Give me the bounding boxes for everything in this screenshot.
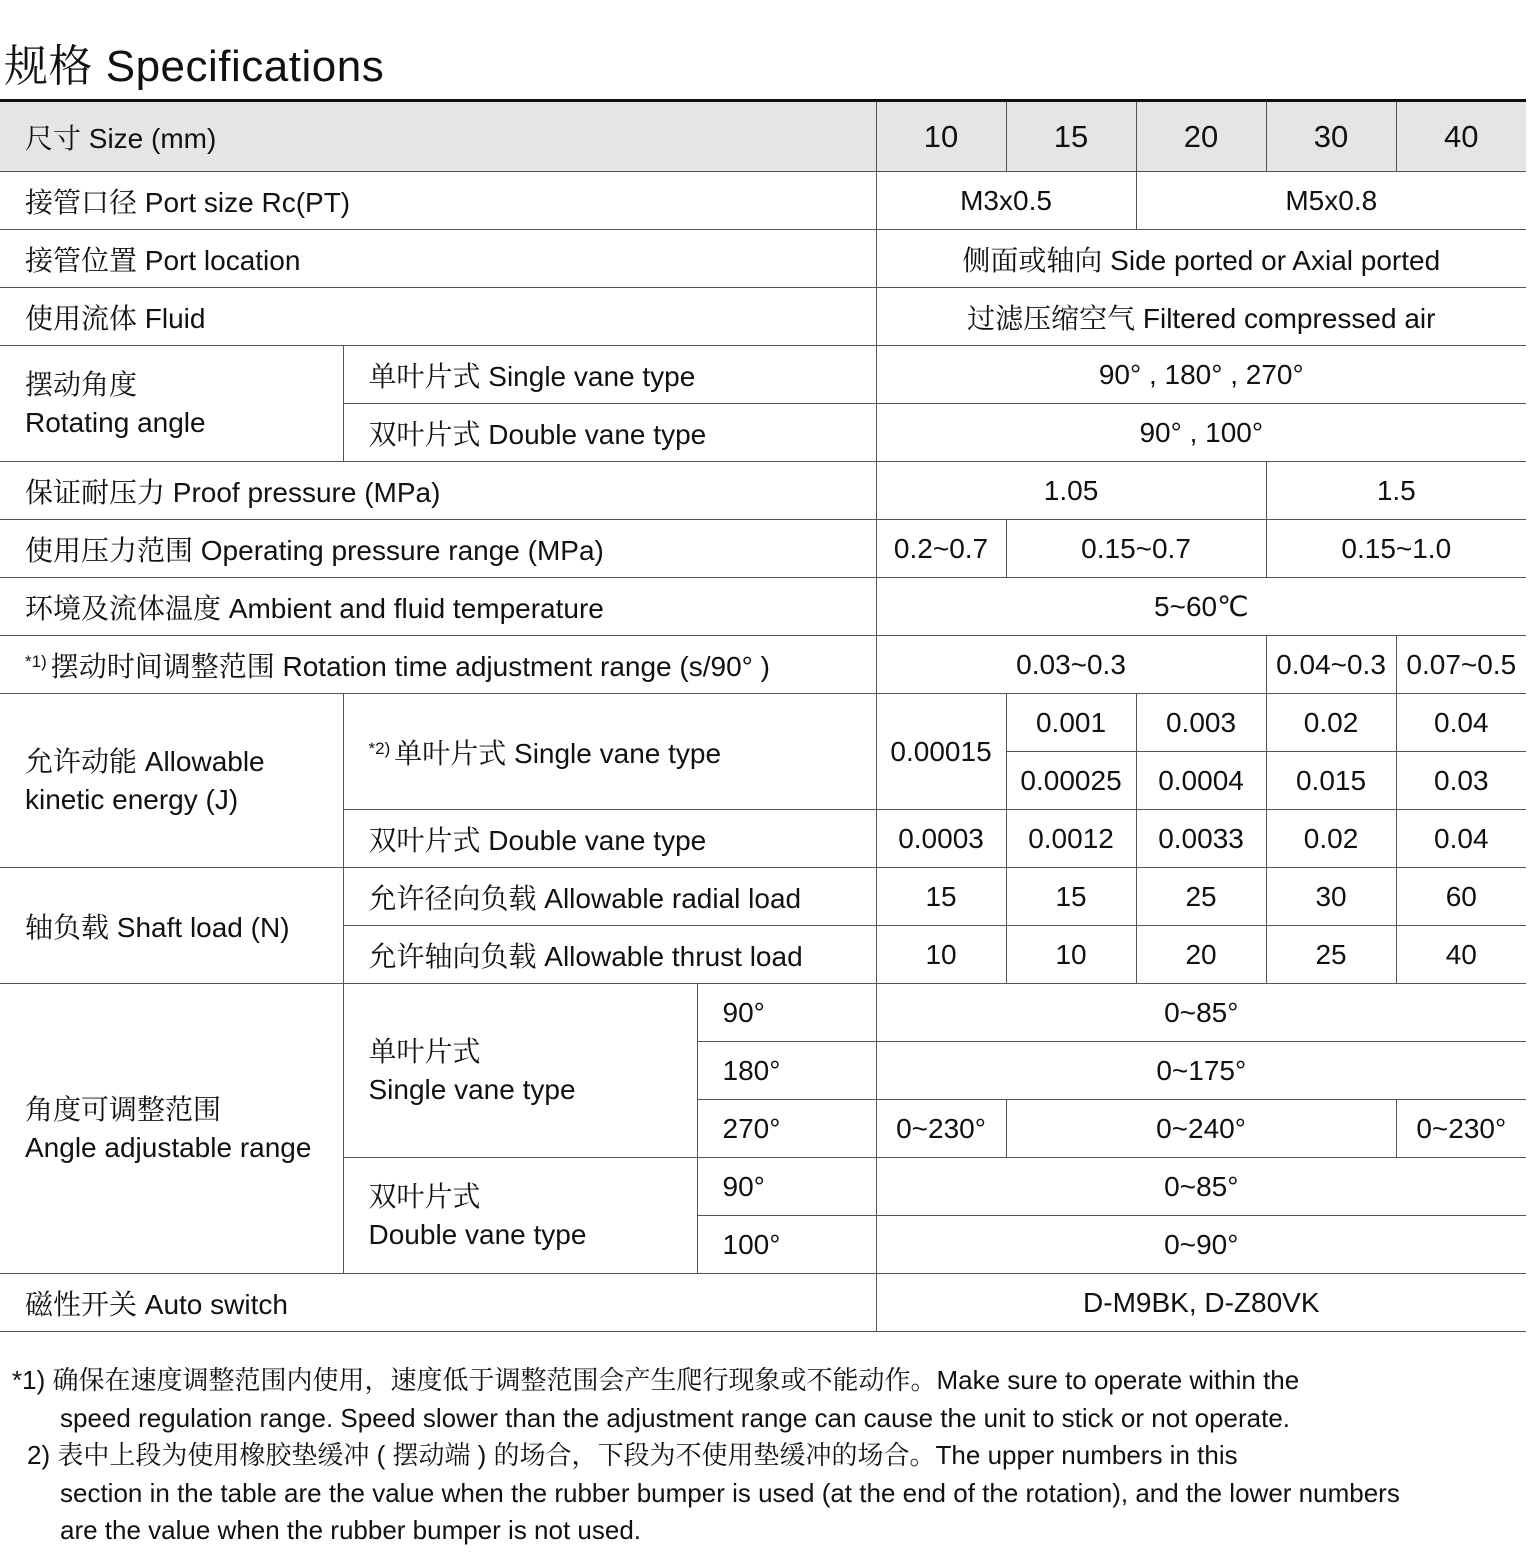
label-en: Double vane type bbox=[368, 1218, 587, 1250]
proof-pressure-value: 1.05 bbox=[876, 462, 1266, 520]
kinetic-value: 0.0004 bbox=[1136, 752, 1266, 810]
auto-switch-label: 磁性开关 Auto switch bbox=[0, 1274, 876, 1332]
angle-90: 90° bbox=[697, 984, 876, 1042]
auto-switch-value: D-M9BK, D-Z80VK bbox=[876, 1274, 1526, 1332]
rotation-time-value: 0.04~0.3 bbox=[1266, 636, 1396, 694]
label-en: Single vane type bbox=[368, 1073, 576, 1105]
label-text: 摆动时间调整范围 Rotation time adjustment range (s/90° ) bbox=[50, 650, 770, 682]
note-2-line: section in the table are the value when the rubber bumper is used (at the end of the rotation), and the lower numbers bbox=[60, 1477, 1400, 1508]
footnotes bbox=[12, 1362, 1522, 1550]
note-1-line: *1) 确保在速度调整范围内使用，速度低于调整范围会产生爬行现象或不能动作。Make sure to operate within the bbox=[12, 1365, 1300, 1395]
kinetic-value: 0.0003 bbox=[876, 810, 1006, 868]
kinetic-energy-label bbox=[0, 694, 343, 868]
kinetic-value: 0.02 bbox=[1266, 694, 1396, 752]
radial-load-value: 15 bbox=[876, 868, 1006, 926]
kinetic-energy-row bbox=[0, 694, 1526, 752]
label-en: Angle adjustable range bbox=[25, 1131, 312, 1163]
angle-90: 90° bbox=[697, 1158, 876, 1216]
kinetic-value: 0.015 bbox=[1266, 752, 1396, 810]
operating-pressure-label: 使用压力范围 Operating pressure range (MPa) bbox=[0, 520, 876, 578]
thrust-load-value: 10 bbox=[1006, 926, 1136, 984]
kinetic-value: 0.02 bbox=[1266, 810, 1396, 868]
temperature-row bbox=[0, 578, 1526, 636]
angle-270: 270° bbox=[697, 1100, 876, 1158]
proof-pressure-label: 保证耐压力 Proof pressure (MPa) bbox=[0, 462, 876, 520]
note-1-line: speed regulation range. Speed slower than the adjustment range can cause the unit to stick or not operate. bbox=[60, 1402, 1291, 1433]
double-vane-angle: 90° , 100° bbox=[876, 404, 1526, 462]
port-size-label: 接管口径 Port size Rc(PT) bbox=[0, 172, 876, 230]
label-cn: 双叶片式 bbox=[368, 1180, 481, 1212]
radial-load-value: 30 bbox=[1266, 868, 1396, 926]
operating-pressure-row bbox=[0, 520, 1526, 578]
shaft-load-label: 轴负载 Shaft load (N) bbox=[0, 868, 343, 984]
angle-adjust-row bbox=[0, 984, 1526, 1042]
operating-pressure-value: 0.2~0.7 bbox=[876, 520, 1006, 578]
note-2-line: 2) 表中上段为使用橡胶垫缓冲 ( 摆动端 ) 的场合，下段为不使用垫缓冲的场合。The upper numbers in this bbox=[27, 1440, 1238, 1470]
single-vane-label: 单叶片式 Single vane type bbox=[343, 346, 876, 404]
angle-100: 100° bbox=[697, 1216, 876, 1274]
kinetic-value: 0.003 bbox=[1136, 694, 1266, 752]
kinetic-value: 0.001 bbox=[1006, 694, 1136, 752]
angle-range: 0~90° bbox=[876, 1216, 1526, 1274]
kinetic-value: 0.04 bbox=[1396, 694, 1526, 752]
label-en: kinetic energy (J) bbox=[25, 783, 239, 815]
proof-pressure-value: 1.5 bbox=[1266, 462, 1526, 520]
radial-load-value: 25 bbox=[1136, 868, 1266, 926]
label-cn: 摆动角度 bbox=[25, 368, 138, 400]
angle-range: 0~85° bbox=[876, 984, 1526, 1042]
size-40: 40 bbox=[1396, 101, 1526, 172]
operating-pressure-value: 0.15~0.7 bbox=[1006, 520, 1266, 578]
kinetic-value: 0.0033 bbox=[1136, 810, 1266, 868]
size-header-row bbox=[0, 101, 1526, 172]
rotation-time-value: 0.03~0.3 bbox=[876, 636, 1266, 694]
radial-load-value: 15 bbox=[1006, 868, 1136, 926]
temperature-label: 环境及流体温度 Ambient and fluid temperature bbox=[0, 578, 876, 636]
single-vane-label bbox=[343, 984, 697, 1158]
radial-load-value: 60 bbox=[1396, 868, 1526, 926]
label-cn: 允许动能 Allowable bbox=[25, 745, 265, 777]
single-vane-angle: 90° , 180° , 270° bbox=[876, 346, 1526, 404]
double-vane-label: 双叶片式 Double vane type bbox=[343, 810, 876, 868]
kinetic-value: 0.0012 bbox=[1006, 810, 1136, 868]
angle-180: 180° bbox=[697, 1042, 876, 1100]
shaft-load-row bbox=[0, 868, 1526, 926]
angle-adjust-label bbox=[0, 984, 343, 1274]
angle-range: 0~230° bbox=[876, 1100, 1006, 1158]
size-30: 30 bbox=[1266, 101, 1396, 172]
angle-range: 0~230° bbox=[1396, 1100, 1526, 1158]
port-size-value: M3x0.5 bbox=[876, 172, 1136, 230]
angle-range: 0~240° bbox=[1006, 1100, 1396, 1158]
port-size-row bbox=[0, 172, 1526, 230]
label-cn: 单叶片式 bbox=[368, 1035, 481, 1067]
fluid-value: 过滤压缩空气 Filtered compressed air bbox=[876, 288, 1526, 346]
port-location-row bbox=[0, 230, 1526, 288]
port-location-label: 接管位置 Port location bbox=[0, 230, 876, 288]
port-location-value: 侧面或轴向 Side ported or Axial ported bbox=[876, 230, 1526, 288]
note-2-line: are the value when the rubber bumper is not used. bbox=[60, 1515, 642, 1545]
rotating-angle-label bbox=[0, 346, 343, 462]
thrust-load-value: 20 bbox=[1136, 926, 1266, 984]
thrust-load-label: 允许轴向负载 Allowable thrust load bbox=[343, 926, 876, 984]
size-15: 15 bbox=[1006, 101, 1136, 172]
kinetic-value: 0.03 bbox=[1396, 752, 1526, 810]
size-label: 尺寸 Size (mm) bbox=[0, 101, 876, 172]
fluid-label: 使用流体 Fluid bbox=[0, 288, 876, 346]
thrust-load-value: 10 bbox=[876, 926, 1006, 984]
auto-switch-row bbox=[0, 1274, 1526, 1332]
thrust-load-value: 40 bbox=[1396, 926, 1526, 984]
rotation-time-label bbox=[0, 636, 876, 694]
size-20: 20 bbox=[1136, 101, 1266, 172]
specifications-table bbox=[0, 99, 1526, 1332]
proof-pressure-row bbox=[0, 462, 1526, 520]
footnote-ref: *2) bbox=[368, 738, 391, 758]
size-10: 10 bbox=[876, 101, 1006, 172]
operating-pressure-value: 0.15~1.0 bbox=[1266, 520, 1526, 578]
fluid-row bbox=[0, 288, 1526, 346]
kinetic-value: 0.04 bbox=[1396, 810, 1526, 868]
rotating-angle-row bbox=[0, 346, 1526, 404]
page-title: 规格 Specifications bbox=[4, 42, 385, 91]
rotation-time-row bbox=[0, 636, 1526, 694]
label-en: Rotating angle bbox=[25, 406, 206, 438]
single-vane-label bbox=[343, 694, 876, 810]
angle-range: 0~85° bbox=[876, 1158, 1526, 1216]
label-cn: 角度可调整范围 bbox=[25, 1093, 222, 1125]
kinetic-value: 0.00015 bbox=[876, 694, 1006, 810]
port-size-value: M5x0.8 bbox=[1136, 172, 1526, 230]
footnote-ref: *1) bbox=[25, 651, 47, 671]
double-vane-label: 双叶片式 Double vane type bbox=[343, 404, 876, 462]
angle-range: 0~175° bbox=[876, 1042, 1526, 1100]
radial-load-label: 允许径向负载 Allowable radial load bbox=[343, 868, 876, 926]
rotation-time-value: 0.07~0.5 bbox=[1396, 636, 1526, 694]
thrust-load-value: 25 bbox=[1266, 926, 1396, 984]
label-text: 单叶片式 Single vane type bbox=[394, 737, 722, 769]
double-vane-label bbox=[343, 1158, 697, 1274]
temperature-value: 5~60℃ bbox=[876, 578, 1526, 636]
kinetic-value: 0.00025 bbox=[1006, 752, 1136, 810]
